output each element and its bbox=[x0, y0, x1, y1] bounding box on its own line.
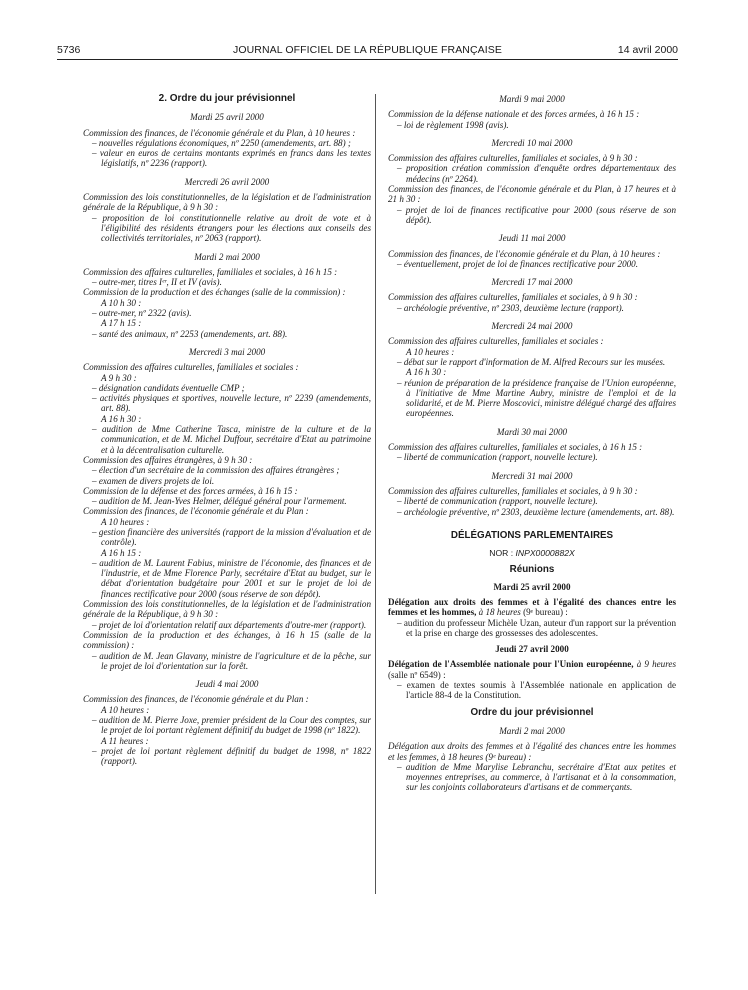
day-heading: Jeudi 27 avril 2000 bbox=[495, 644, 569, 655]
commission-entry: Commission des affaires culturelles, familiales et sociales : bbox=[388, 336, 604, 347]
commission-entry: Commission de la production et des échanges, à 16 h 15 (salle de la commission) : bbox=[83, 629, 371, 651]
agenda-item: – projet de loi d'orientation relatif aux départements d'outre-mer (rapport). bbox=[83, 620, 371, 630]
time-label: A 9 h 30 : bbox=[101, 372, 137, 383]
commission-entry: Commission de la production et des échanges (salle de la commission) : bbox=[83, 287, 346, 298]
delegation-room: (9ᵉ bureau) : bbox=[523, 607, 568, 618]
agenda-item: – audition de M. Laurent Fabius, ministre de l'économie, des finances et de l'industrie, et de Mme Florence Parly, secrétaire d'Etat au budget, sur le débat d'orientation budgétaire pour 2001 et sur le projet de loi de finances rectificative pour 2000 (sous réserve de son dépôt). bbox=[83, 558, 371, 599]
journal-title: JOURNAL OFFICIEL DE LA RÉPUBLIQUE FRANÇAISE bbox=[233, 44, 502, 56]
delegation-room: (salle nº 6549) : bbox=[388, 669, 446, 680]
agenda-item: – audition de M. Jean-Yves Helmer, délégué général pour l'armement. bbox=[83, 496, 371, 506]
day-heading: Mercredi 3 mai 2000 bbox=[188, 346, 266, 357]
agenda-item: – liberté de communication (rapport, nouvelle lecture). bbox=[388, 496, 676, 506]
agenda-item: – proposition création commission d'enquête ordres départementaux des médecins (nº 2264). bbox=[388, 163, 676, 184]
day-heading: Mercredi 17 mai 2000 bbox=[491, 277, 573, 288]
commission-entry: Commission de la défense et des forces armées, à 16 h 15 : bbox=[83, 485, 298, 496]
day-heading: Mercredi 10 mai 2000 bbox=[491, 137, 573, 148]
agenda-item: – examen de divers projets de loi. bbox=[83, 476, 371, 486]
section-title: 2. Ordre du jour prévisionnel bbox=[158, 93, 296, 104]
day-heading: Mardi 9 mai 2000 bbox=[499, 94, 565, 104]
day-heading: Mardi 2 mai 2000 bbox=[499, 725, 565, 736]
commission-entry: Commission des affaires culturelles, familiales et sociales : bbox=[83, 362, 299, 373]
day-heading: Jeudi 11 mai 2000 bbox=[498, 233, 566, 244]
time-label: A 10 h 30 : bbox=[101, 297, 142, 308]
commission-entry: Commission des finances, de l'économie générale et du Plan, à 17 heures et à 21 h 30 : bbox=[388, 184, 676, 205]
commission-entry: Commission des affaires culturelles, familiales et sociales, à 9 h 30 : bbox=[388, 485, 638, 496]
agenda-item: – examen de textes soumis à l'Assemblée nationale en application de l'article 88-4 de la Constitution. bbox=[388, 680, 676, 701]
agenda-item: – audition du professeur Michèle Uzan, auteur d'un rapport sur la prévention et la prise en charge des grossesses des adolescentes. bbox=[388, 618, 676, 639]
time-label: A 10 heures : bbox=[101, 704, 150, 715]
nor-code: INPX0000882X bbox=[515, 548, 575, 559]
agenda-item: – proposition de loi constitutionnelle relative au droit de vote et à l'éligibilité des résidents étrangers pour les élections aux conseils des collectivités territoriales, nº 2063 (rapport). bbox=[83, 213, 371, 244]
day-heading: Mercredi 24 mai 2000 bbox=[491, 321, 573, 332]
day-heading: Mardi 25 avril 2000 bbox=[190, 112, 264, 123]
time-label: A 16 h 30 : bbox=[406, 367, 447, 378]
agenda-item: – élection d'un secrétaire de la commission des affaires étrangères ; bbox=[83, 465, 371, 475]
commission-entry: Commission des finances, de l'économie générale et du Plan : bbox=[83, 506, 309, 517]
delegation-time: à 18 heures bbox=[478, 607, 521, 618]
column-divider bbox=[375, 94, 376, 894]
agenda-item: – audition de M. Jean Glavany, ministre de l'agriculture et de la pêche, sur le projet de loi d'orientation sur la forêt. bbox=[83, 651, 371, 672]
agenda-item: – projet de loi de finances rectificative pour 2000 (sous réserve de son dépôt). bbox=[388, 205, 676, 226]
time-label: A 11 heures : bbox=[101, 735, 149, 746]
agenda-item: – audition de Mme Catherine Tasca, ministre de la culture et de la communication, et de M. Michel Duffour, secrétaire d'Etat au patrimoine et à la décentralisation culturelle. bbox=[83, 424, 371, 455]
page-number: 5736 bbox=[57, 44, 81, 56]
commission-entry: Commission des affaires étrangères, à 9 h 30 : bbox=[83, 454, 253, 465]
delegation-entry: Délégation aux droits des femmes et à l'égalité des chances entre les hommes et les femmes, à 18 heures (9ᵉ bureau) : bbox=[388, 741, 676, 762]
commission-entry: Commission des finances, de l'économie générale et du Plan, à 10 heures : bbox=[83, 127, 356, 138]
delegation-name: Délégation de l'Assemblée nationale pour l'Union européenne, bbox=[388, 659, 634, 670]
delegation-entry bbox=[388, 597, 676, 618]
agenda-item: – projet de loi portant règlement définitif du budget de 1998, nº 1822 (rapport). bbox=[83, 746, 371, 767]
agenda-item: – loi de règlement 1998 (avis). bbox=[388, 120, 676, 130]
time-label: A 17 h 15 : bbox=[101, 318, 142, 329]
commission-entry: Commission des affaires culturelles, familiales et sociales, à 16 h 15 : bbox=[388, 442, 643, 453]
commission-entry: Commission des lois constitutionnelles, de la législation et de l'administration générale de la République, à 9 h 30 : bbox=[83, 192, 371, 213]
agenda-item: – outre-mer, nº 2322 (avis). bbox=[83, 308, 371, 318]
commission-entry: Commission des finances, de l'économie générale et du Plan : bbox=[83, 694, 309, 705]
page-header bbox=[57, 44, 678, 58]
ordre-heading: Ordre du jour prévisionnel bbox=[470, 706, 594, 718]
commission-entry: Commission des affaires culturelles, familiales et sociales, à 16 h 15 : bbox=[83, 266, 338, 277]
agenda-item: – archéologie préventive, nº 2303, deuxième lecture (amendements, art. 88). bbox=[388, 507, 676, 517]
day-heading: Mardi 30 mai 2000 bbox=[496, 426, 568, 437]
commission-entry: Commission de la défense nationale et des forces armées, à 16 h 15 : bbox=[388, 109, 640, 120]
delegations-heading: DÉLÉGATIONS PARLEMENTAIRES bbox=[450, 529, 614, 541]
agenda-item: – éventuellement, projet de loi de finances rectificative pour 2000. bbox=[388, 259, 676, 269]
day-heading: Jeudi 4 mai 2000 bbox=[195, 679, 259, 690]
agenda-item: – audition de Mme Marylise Lebranchu, secrétaire d'Etat aux petites et moyennes entreprises, au commerce, à l'artisanat et à la consommation, sur les conjoints collaborateurs d'artisans et de commerçants. bbox=[388, 762, 676, 793]
day-heading: Mercredi 31 mai 2000 bbox=[491, 470, 573, 481]
agenda-item: – audition de M. Pierre Joxe, premier président de la Cour des comptes, sur le projet de loi portant règlement définitif du budget de 1998 (nº 1822). bbox=[83, 715, 371, 736]
commission-entry: Commission des affaires culturelles, familiales et sociales, à 9 h 30 : bbox=[388, 153, 638, 164]
agenda-item: – outre-mer, titres Iᵉʳ, II et IV (avis). bbox=[83, 277, 371, 287]
time-label: A 16 h 30 : bbox=[101, 413, 142, 424]
time-label: A 16 h 15 : bbox=[101, 547, 142, 558]
agenda-item: – valeur en euros de certains montants exprimés en francs dans les textes législatifs, nº 2236 (rapport). bbox=[83, 148, 371, 169]
issue-date: 14 avril 2000 bbox=[617, 44, 678, 56]
commission-entry: Commission des affaires culturelles, familiales et sociales, à 9 h 30 : bbox=[388, 292, 638, 303]
left-column bbox=[83, 94, 371, 767]
nor-reference bbox=[388, 548, 676, 558]
nor-label: NOR : bbox=[489, 548, 514, 559]
right-column bbox=[388, 94, 676, 793]
commission-entry: Commission des finances, de l'économie générale et du Plan, à 10 heures : bbox=[388, 248, 661, 259]
agenda-item: – réunion de préparation de la présidence française de l'Union européenne, à l'initiative de Mme Martine Aubry, ministre de l'emploi et de la solidarité, et de M. Pierre Moscovici, ministre délégué chargé des affaires européennes. bbox=[388, 378, 676, 419]
header-rule bbox=[57, 59, 678, 60]
agenda-item: – santé des animaux, nº 2253 (amendements, art. 88). bbox=[83, 329, 371, 339]
commission-entry: Commission des lois constitutionnelles, de la législation et de l'administration générale de la République, à 9 h 30 : bbox=[83, 599, 371, 620]
delegation-time: à 9 heures bbox=[636, 659, 676, 670]
time-label: A 10 heures : bbox=[406, 346, 455, 357]
delegation-entry bbox=[388, 659, 676, 680]
delegation-name: Délégation aux droits des femmes et à l'égalité des chances entre les femmes et les hommes, bbox=[388, 596, 676, 618]
reunions-heading: Réunions bbox=[509, 564, 555, 576]
day-heading: Mercredi 26 avril 2000 bbox=[184, 176, 270, 187]
agenda-item: – liberté de communication (rapport, nouvelle lecture). bbox=[388, 452, 676, 462]
agenda-item: – nouvelles régulations économiques, nº 2250 (amendements, art. 88) ; bbox=[83, 138, 371, 148]
day-heading: Mardi 25 avril 2000 bbox=[493, 581, 571, 592]
agenda-item: – désignation candidats éventuelle CMP ; bbox=[83, 383, 371, 393]
time-label: A 10 heures : bbox=[101, 516, 150, 527]
agenda-item: – débat sur le rapport d'information de M. Alfred Recours sur les musées. bbox=[388, 357, 676, 367]
agenda-item: – gestion financière des universités (rapport de la mission d'évaluation et de contrôle). bbox=[83, 527, 371, 548]
day-heading: Mardi 2 mai 2000 bbox=[194, 251, 260, 262]
agenda-item: – archéologie préventive, nº 2303, deuxième lecture (rapport). bbox=[388, 303, 676, 313]
agenda-item: – activités physiques et sportives, nouvelle lecture, nº 2239 (amendements, art. 88). bbox=[83, 393, 371, 414]
